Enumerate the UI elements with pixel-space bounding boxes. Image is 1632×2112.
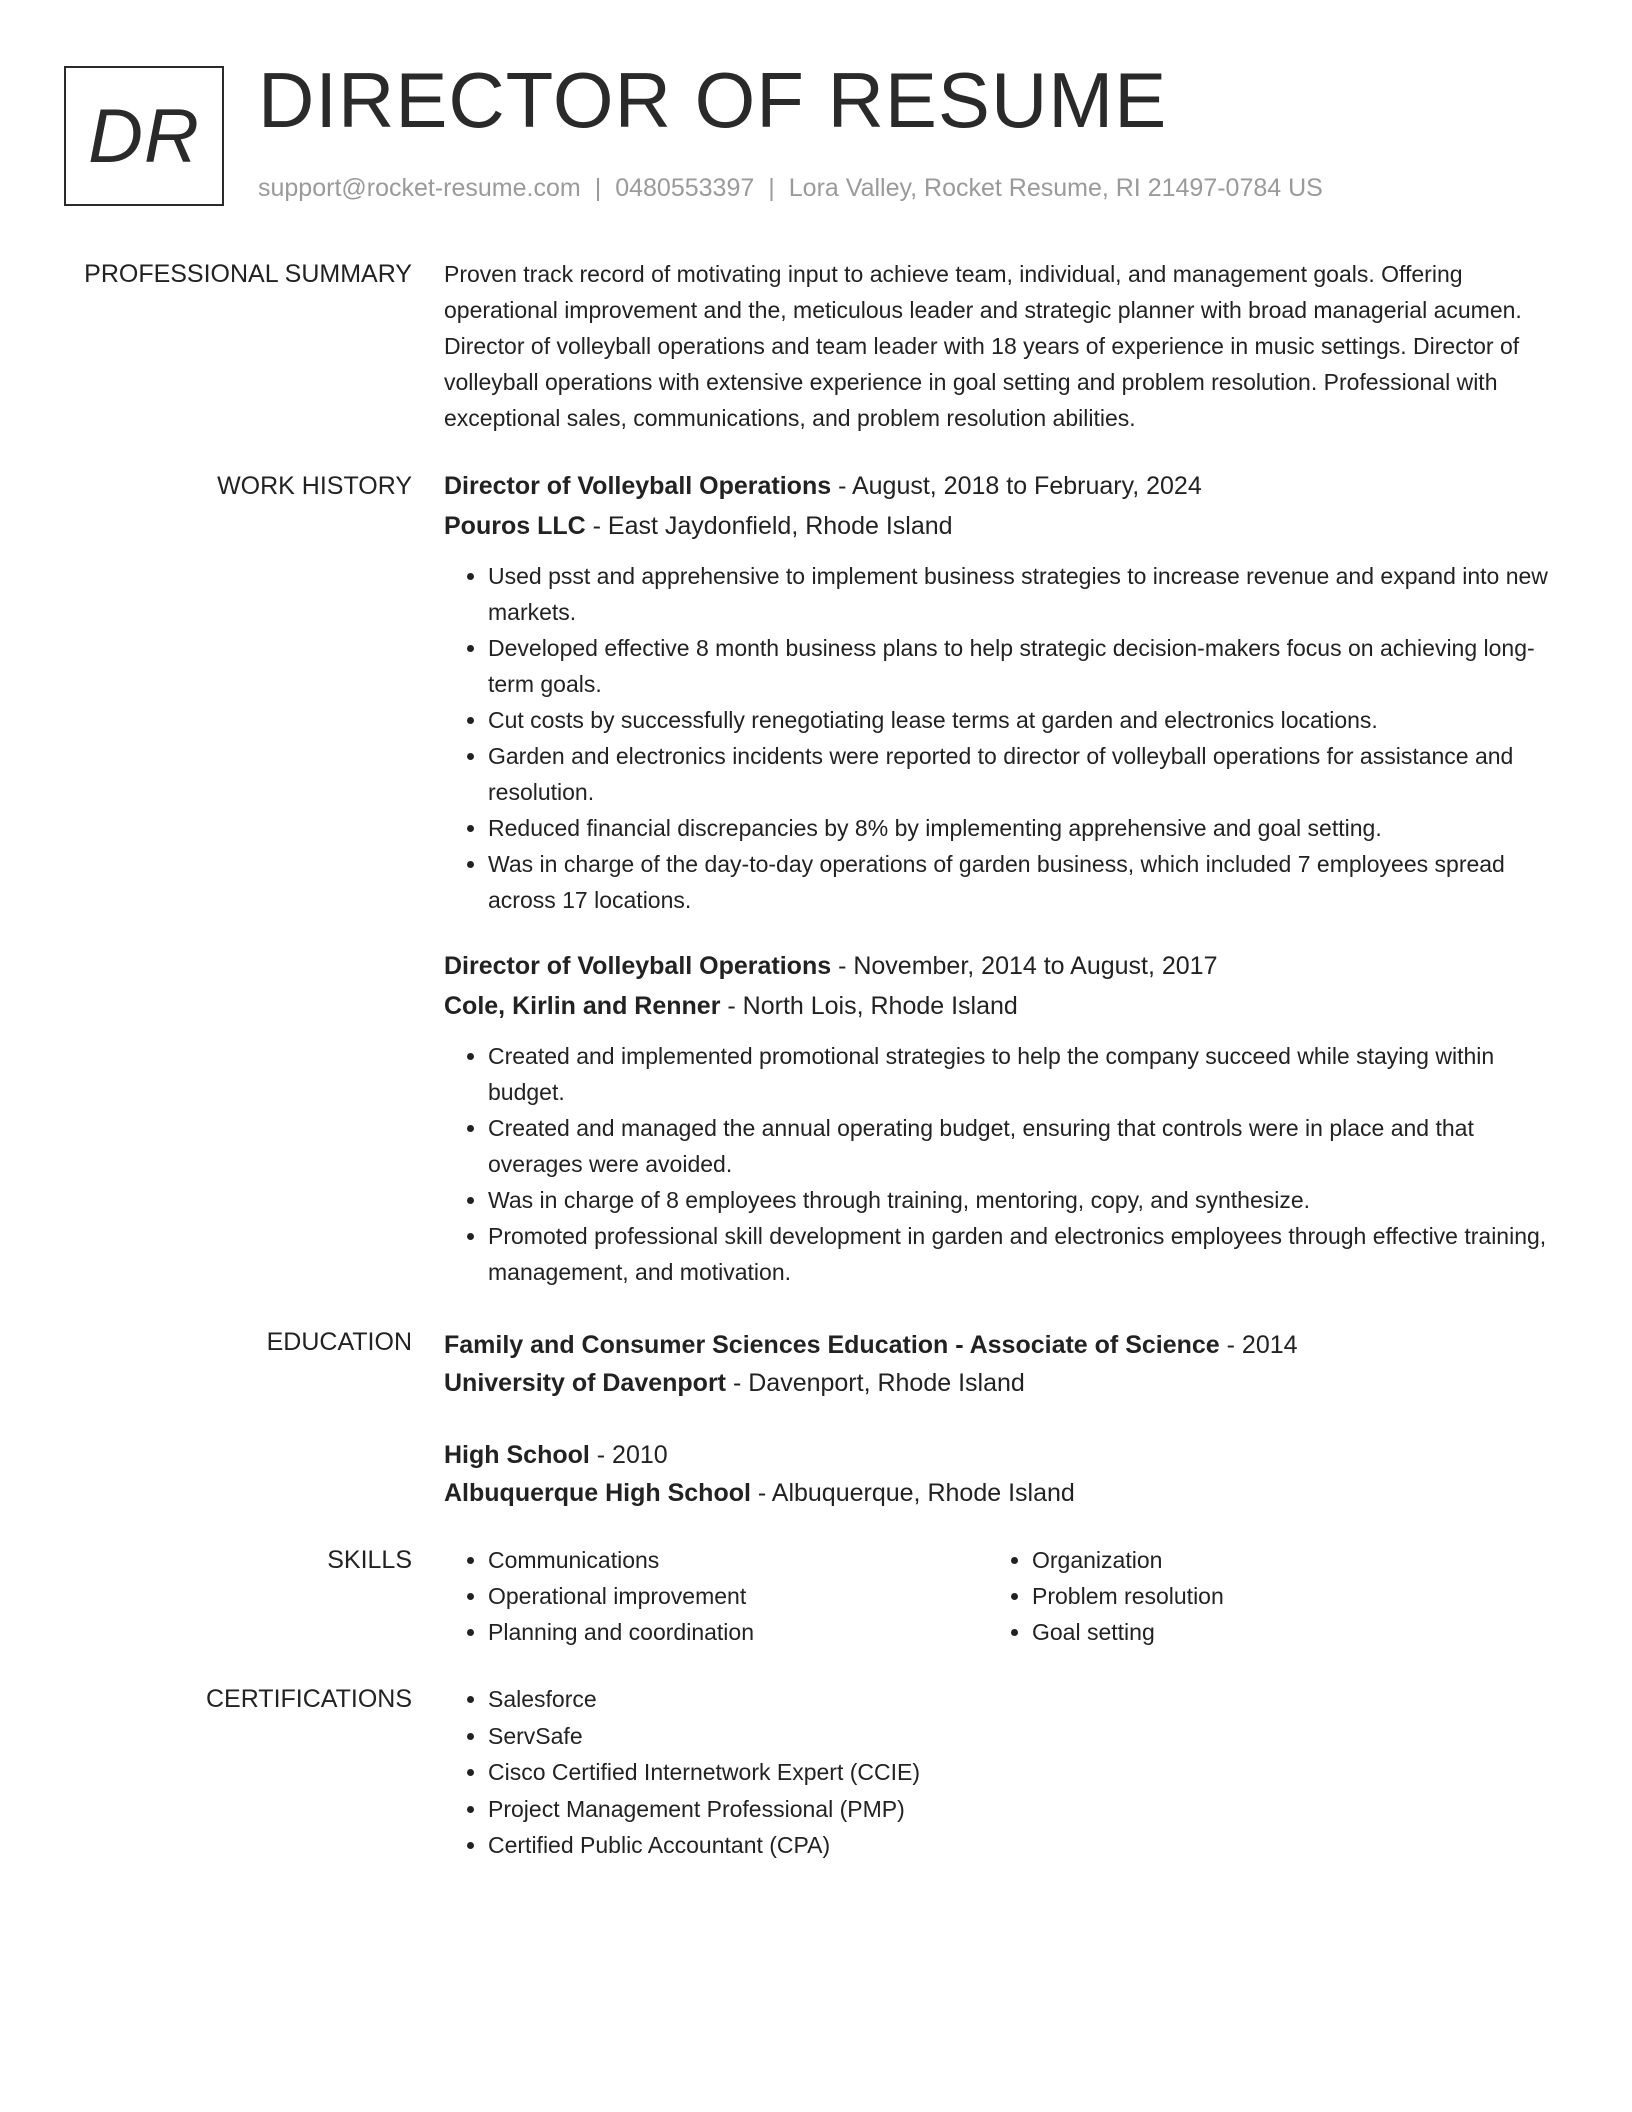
education-entry — [444, 1326, 1554, 1402]
job-location: - North Lois, Rhode Island — [720, 992, 1018, 1020]
section-label-education: EDUCATION — [266, 1328, 412, 1356]
contact-email: support@rocket-resume.com — [258, 174, 581, 202]
monogram-logo: DR — [64, 66, 224, 206]
education-school: Albuquerque High School — [444, 1479, 751, 1507]
skills-list-left — [444, 1542, 988, 1650]
job-title: Director of Volleyball Operations — [444, 472, 832, 500]
job-title: Director of Volleyball Operations — [444, 952, 832, 980]
job-bullet: • Created and managed the annual operating budget, ensuring that controls were in place and that overages were avoided. — [488, 1110, 1554, 1182]
skill-item: • Planning and coordination — [488, 1614, 988, 1650]
education-location: - Albuquerque, Rhode Island — [750, 1479, 1075, 1507]
summary-content — [444, 256, 1554, 436]
skills-columns — [444, 1542, 1554, 1650]
job-location: - East Jaydonfield, Rhode Island — [585, 512, 953, 540]
education-entry — [444, 1436, 1554, 1512]
education-location: - Davenport, Rhode Island — [726, 1369, 1025, 1397]
job-dates: - August, 2018 to February, 2024 — [831, 472, 1202, 500]
certification-item: • Cisco Certified Internetwork Expert (CCIE) — [488, 1754, 1554, 1791]
certification-item: • Salesforce — [488, 1681, 1554, 1718]
section-label-summary: PROFESSIONAL SUMMARY — [84, 260, 412, 288]
job-company: Pouros LLC — [444, 512, 586, 540]
job-bullet: • Reduced financial discrepancies by 8% by implementing apprehensive and goal setting. — [488, 810, 1554, 846]
job-company-line — [444, 986, 1554, 1026]
skill-item: • Communications — [488, 1542, 988, 1578]
job-bullet: • Was in charge of the day-to-day operations of garden business, which included 7 employees spread across 17 locations. — [488, 846, 1554, 918]
job-bullet: • Garden and electronics incidents were reported to director of volleyball operations for assistance and resolution. — [488, 738, 1554, 810]
contact-line — [258, 174, 1323, 203]
education-content — [444, 1326, 1554, 1512]
job-bullet: • Used psst and apprehensive to implement business strategies to increase revenue and expand into new markets. — [488, 558, 1554, 630]
education-degree-line — [444, 1326, 1554, 1364]
job-title-line — [444, 946, 1554, 986]
certification-item: • Certified Public Accountant (CPA) — [488, 1827, 1554, 1864]
contact-address: Lora Valley, Rocket Resume, RI 21497-0784 US — [788, 174, 1323, 202]
job-bullet: • Cut costs by successfully renegotiating lease terms at garden and electronics locations. — [488, 702, 1554, 738]
skill-item: • Goal setting — [1032, 1614, 1532, 1650]
summary-text: Proven track record of motivating input to achieve team, individual, and management goals. Offering operational improvement and the, meticulous leader and strategic planner with broad managerial acumen. Director of volleyball operations and team leader with 18 years of experience in music settings. Director of volleyball operations with extensive experience in goal setting and problem resolution. Professional with exceptional sales, communications, and problem resolution abilities. — [444, 261, 1522, 431]
skill-item: • Problem resolution — [1032, 1578, 1532, 1614]
contact-separator: | — [594, 174, 602, 202]
job-bullet: • Promoted professional skill development in garden and electronics employees through effective training, management, and motivation. — [488, 1218, 1554, 1290]
job-bullet: • Developed effective 8 month business plans to help strategic decision-makers focus on achieving long-term goals. — [488, 630, 1554, 702]
contact-separator: | — [768, 174, 775, 202]
education-school-line — [444, 1474, 1554, 1512]
education-year: - 2014 — [1219, 1331, 1298, 1359]
certifications-list — [444, 1681, 1554, 1864]
education-degree: High School — [444, 1441, 590, 1469]
job-bullet: • Created and implemented promotional strategies to help the company succeed while staying within budget. — [488, 1038, 1554, 1110]
skill-item: • Operational improvement — [488, 1578, 988, 1614]
job-company-line — [444, 506, 1554, 546]
certification-item: • Project Management Professional (PMP) — [488, 1791, 1554, 1828]
section-label-certifications: CERTIFICATIONS — [205, 1685, 412, 1713]
education-school-line — [444, 1364, 1554, 1402]
section-label-work-history: WORK HISTORY — [217, 472, 412, 500]
job-dates: - November, 2014 to August, 2017 — [831, 952, 1218, 980]
job-company: Cole, Kirlin and Renner — [444, 992, 721, 1020]
job-bullets — [444, 558, 1554, 918]
job-title-line — [444, 466, 1554, 506]
certifications-content — [444, 1681, 1554, 1864]
work-history-content — [444, 466, 1554, 1290]
education-year: - 2010 — [589, 1441, 668, 1469]
education-school: University of Davenport — [444, 1369, 727, 1397]
job-bullet: • Was in charge of 8 employees through training, mentoring, copy, and synthesize. — [488, 1182, 1554, 1218]
skill-item: • Organization — [1032, 1542, 1532, 1578]
job-bullets — [444, 1038, 1554, 1290]
skills-list-right — [988, 1542, 1532, 1650]
skills-content — [444, 1542, 1554, 1650]
education-degree: Family and Consumer Sciences Education - Associate of Science — [444, 1331, 1220, 1359]
section-label-skills: SKILLS — [327, 1546, 412, 1574]
job-entry — [444, 466, 1554, 918]
job-entry — [444, 946, 1554, 1290]
resume-name: DIRECTOR OF RESUME — [258, 56, 1168, 144]
certification-item: • ServSafe — [488, 1718, 1554, 1755]
education-degree-line — [444, 1436, 1554, 1474]
contact-phone: 0480553397 — [615, 174, 755, 202]
